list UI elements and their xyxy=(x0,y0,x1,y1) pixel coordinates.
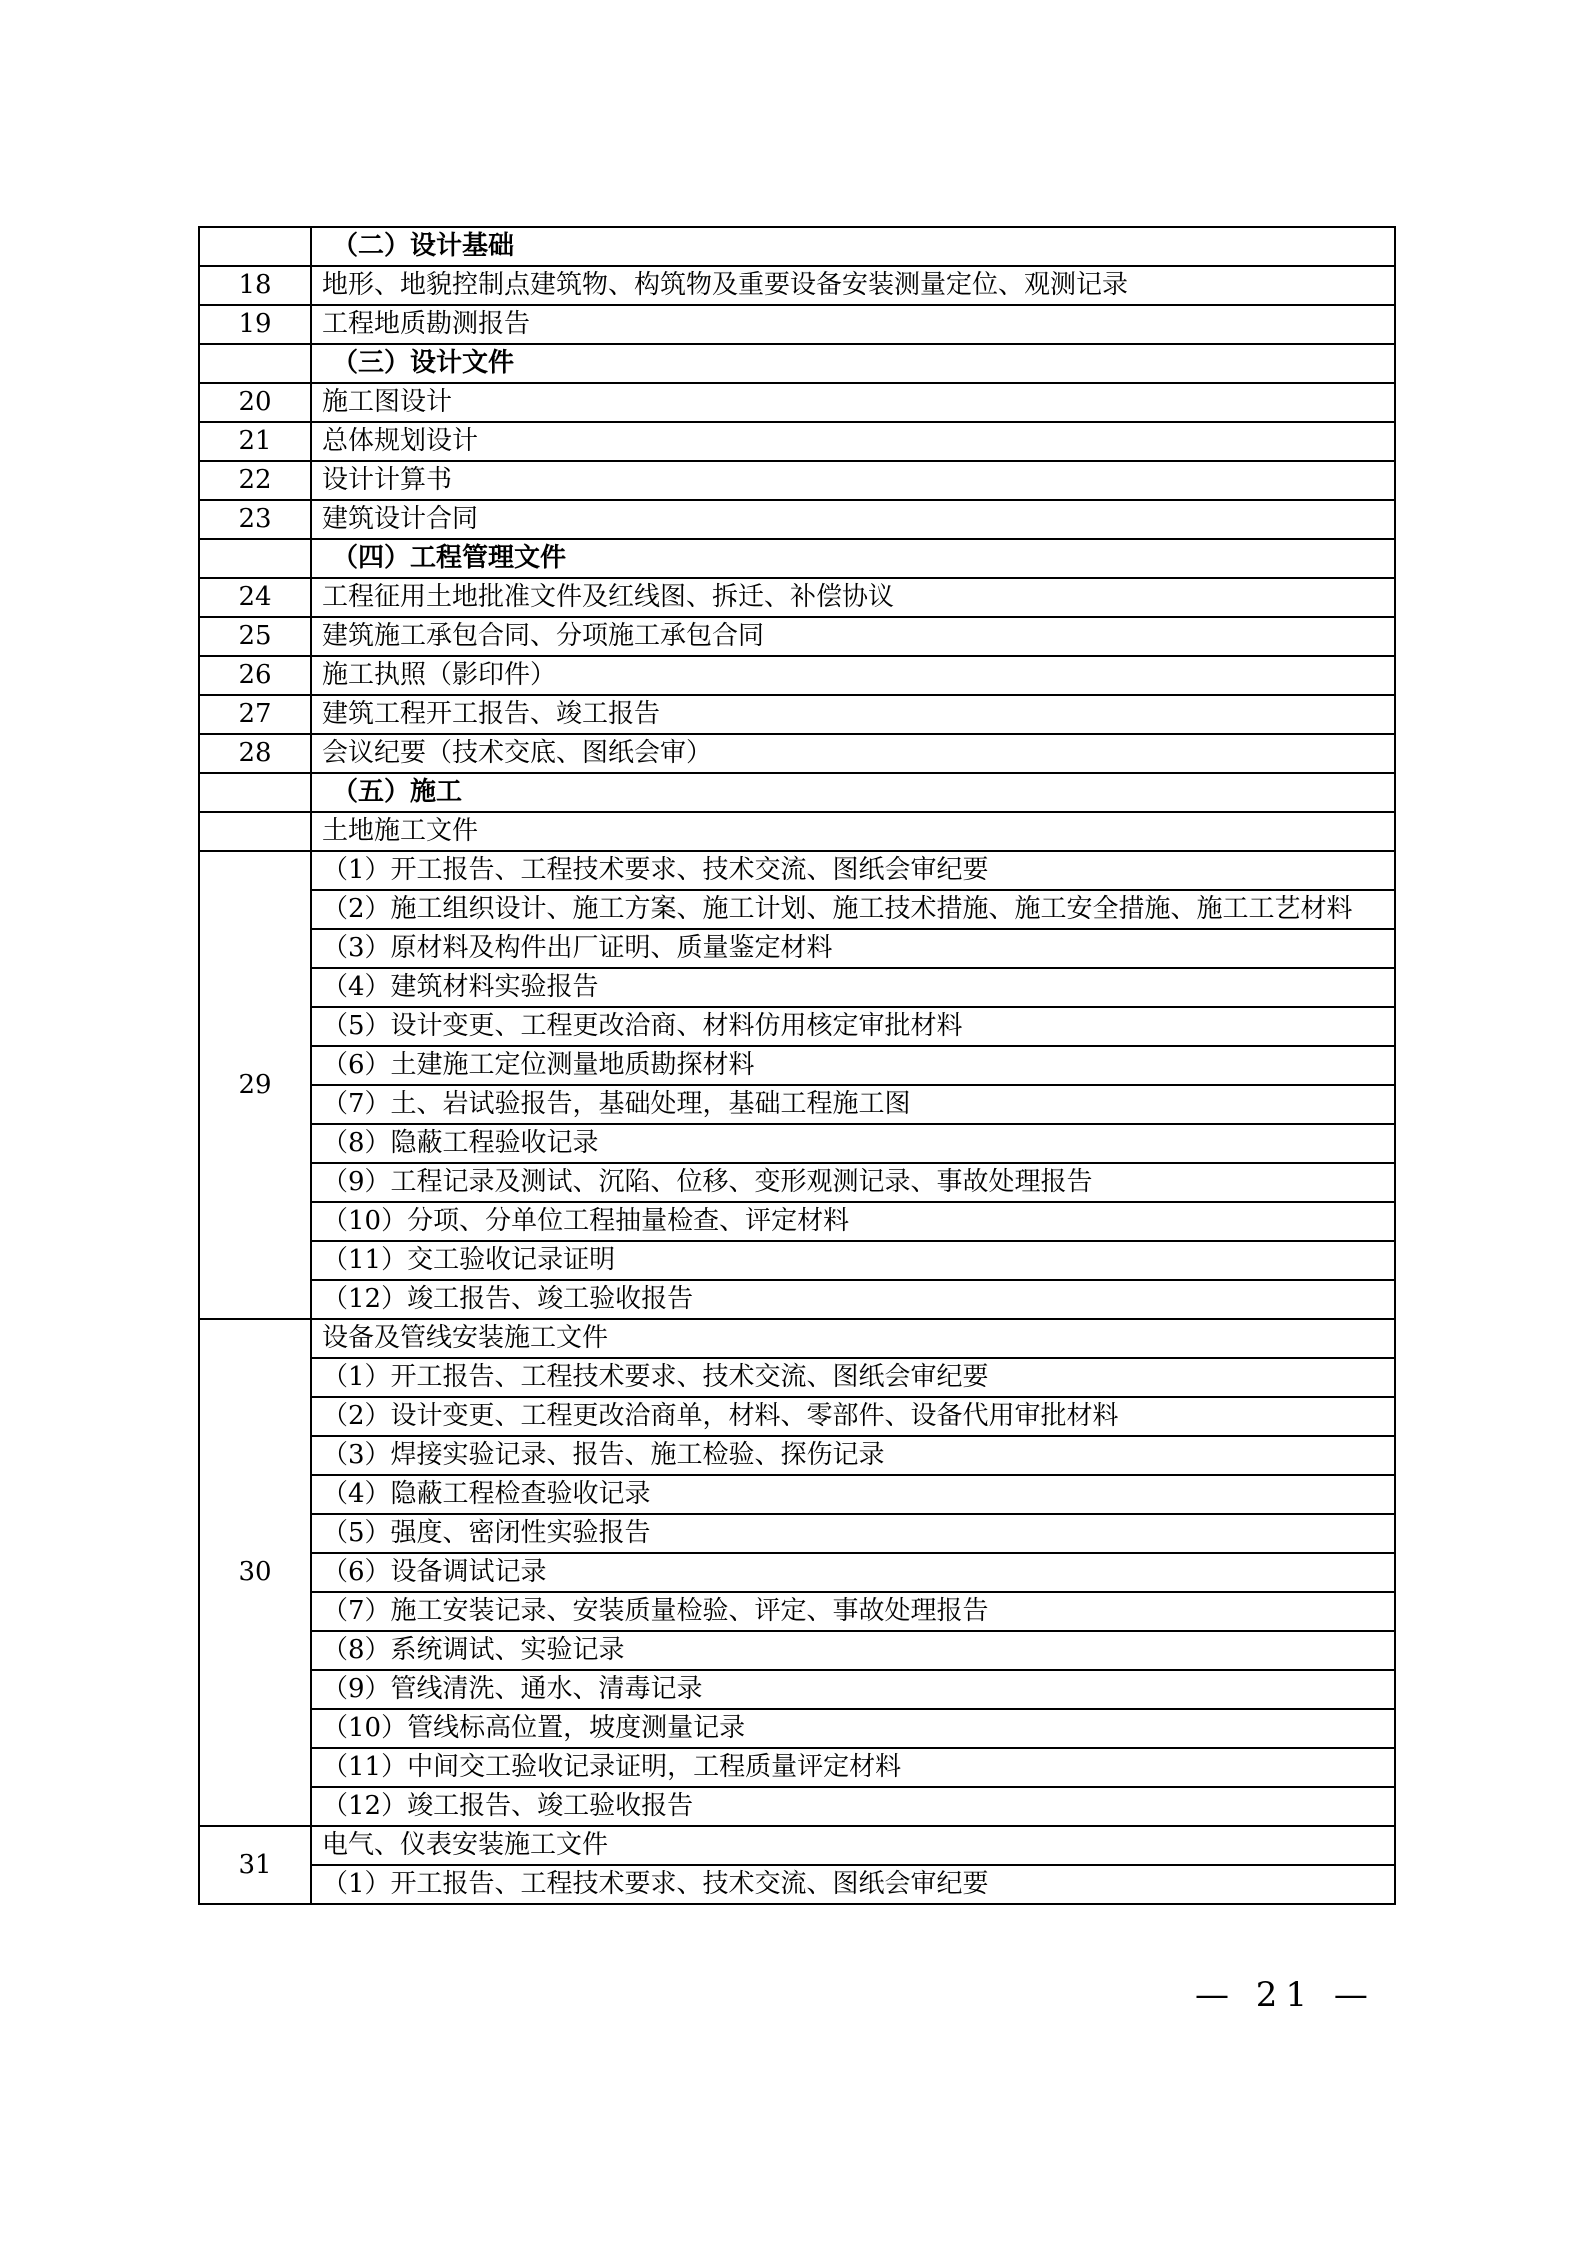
table-row xyxy=(199,1748,1395,1787)
row-text: （10）分项、分单位工程抽量检查、评定材料 xyxy=(311,1202,1395,1241)
row-text: （1）开工报告、工程技术要求、技术交流、图纸会审纪要 xyxy=(311,1865,1395,1904)
row-text: （3）焊接实验记录、报告、施工检验、探伤记录 xyxy=(311,1436,1395,1475)
table-row xyxy=(199,422,1395,461)
row-number xyxy=(199,539,311,578)
row-text: 设备及管线安装施工文件 xyxy=(311,1319,1395,1358)
table-row xyxy=(199,812,1395,851)
section-title: （二）设计基础 xyxy=(311,227,1395,266)
section-row xyxy=(199,773,1395,812)
table-row xyxy=(199,578,1395,617)
section-title: （五）施工 xyxy=(311,773,1395,812)
table-row xyxy=(199,1865,1395,1904)
row-text: 工程征用土地批准文件及红线图、拆迁、补偿协议 xyxy=(311,578,1395,617)
row-number: 18 xyxy=(199,266,311,305)
row-number: 23 xyxy=(199,500,311,539)
document-table xyxy=(198,226,1396,1905)
table-row xyxy=(199,695,1395,734)
row-number: 24 xyxy=(199,578,311,617)
row-text: （1）开工报告、工程技术要求、技术交流、图纸会审纪要 xyxy=(311,851,1395,890)
table-row xyxy=(199,1631,1395,1670)
table-row xyxy=(199,461,1395,500)
row-text: （7）施工安装记录、安装质量检验、评定、事故处理报告 xyxy=(311,1592,1395,1631)
section-row xyxy=(199,344,1395,383)
row-number: 20 xyxy=(199,383,311,422)
table-body xyxy=(199,227,1395,1904)
table-row xyxy=(199,1475,1395,1514)
table-row xyxy=(199,1007,1395,1046)
section-row xyxy=(199,539,1395,578)
table-row xyxy=(199,656,1395,695)
row-number: 28 xyxy=(199,734,311,773)
table-row xyxy=(199,1709,1395,1748)
table-row xyxy=(199,1124,1395,1163)
table-row xyxy=(199,968,1395,1007)
row-text: 设计计算书 xyxy=(311,461,1395,500)
row-number: 22 xyxy=(199,461,311,500)
row-text: （2）设计变更、工程更改洽商单，材料、零部件、设备代用审批材料 xyxy=(311,1397,1395,1436)
row-text: （9）管线清洗、通水、清毒记录 xyxy=(311,1670,1395,1709)
row-text: 施工图设计 xyxy=(311,383,1395,422)
table-row xyxy=(199,1397,1395,1436)
row-text: （8）隐蔽工程验收记录 xyxy=(311,1124,1395,1163)
section-row xyxy=(199,227,1395,266)
row-text: （12）竣工报告、竣工验收报告 xyxy=(311,1787,1395,1826)
table-row xyxy=(199,1436,1395,1475)
table-row xyxy=(199,734,1395,773)
section-title: （四）工程管理文件 xyxy=(311,539,1395,578)
row-text: （10）管线标高位置，坡度测量记录 xyxy=(311,1709,1395,1748)
row-text: （6）土建施工定位测量地质勘探材料 xyxy=(311,1046,1395,1085)
table-row xyxy=(199,929,1395,968)
table-row xyxy=(199,1670,1395,1709)
row-text: （5）强度、密闭性实验报告 xyxy=(311,1514,1395,1553)
row-text: 总体规划设计 xyxy=(311,422,1395,461)
row-number xyxy=(199,812,311,851)
row-text: 建筑施工承包合同、分项施工承包合同 xyxy=(311,617,1395,656)
row-text: （4）建筑材料实验报告 xyxy=(311,968,1395,1007)
row-number: 19 xyxy=(199,305,311,344)
row-text: （5）设计变更、工程更改洽商、材料仿用核定审批材料 xyxy=(311,1007,1395,1046)
row-text: （8）系统调试、实验记录 xyxy=(311,1631,1395,1670)
row-text: （9）工程记录及测试、沉陷、位移、变形观测记录、事故处理报告 xyxy=(311,1163,1395,1202)
row-text: 建筑工程开工报告、竣工报告 xyxy=(311,695,1395,734)
table-row xyxy=(199,890,1395,929)
row-text: 建筑设计合同 xyxy=(311,500,1395,539)
row-text: （6）设备调试记录 xyxy=(311,1553,1395,1592)
row-text: 地形、地貌控制点建筑物、构筑物及重要设备安装测量定位、观测记录 xyxy=(311,266,1395,305)
row-number: 30 xyxy=(199,1319,311,1826)
table-row xyxy=(199,1046,1395,1085)
row-number: 31 xyxy=(199,1826,311,1904)
table-row xyxy=(199,1202,1395,1241)
row-number: 29 xyxy=(199,851,311,1319)
table-row xyxy=(199,1826,1395,1865)
row-text: （1）开工报告、工程技术要求、技术交流、图纸会审纪要 xyxy=(311,1358,1395,1397)
row-number xyxy=(199,227,311,266)
row-text: （4）隐蔽工程检查验收记录 xyxy=(311,1475,1395,1514)
table-row xyxy=(199,1280,1395,1319)
row-text: 土地施工文件 xyxy=(311,812,1395,851)
row-text: （2）施工组织设计、施工方案、施工计划、施工技术措施、施工安全措施、施工工艺材料 xyxy=(311,890,1395,929)
row-text: 会议纪要（技术交底、图纸会审） xyxy=(311,734,1395,773)
table-row xyxy=(199,617,1395,656)
row-text: （7）土、岩试验报告，基础处理，基础工程施工图 xyxy=(311,1085,1395,1124)
page-number: — 21 — xyxy=(1195,1975,1376,2015)
table-row xyxy=(199,1085,1395,1124)
row-number: 26 xyxy=(199,656,311,695)
row-text: （3）原材料及构件出厂证明、质量鉴定材料 xyxy=(311,929,1395,968)
table-row xyxy=(199,1241,1395,1280)
row-number: 27 xyxy=(199,695,311,734)
section-title: （三）设计文件 xyxy=(311,344,1395,383)
table-row xyxy=(199,1787,1395,1826)
table-row xyxy=(199,383,1395,422)
row-text: （12）竣工报告、竣工验收报告 xyxy=(311,1280,1395,1319)
table-row xyxy=(199,851,1395,890)
row-text: 施工执照（影印件） xyxy=(311,656,1395,695)
table-row xyxy=(199,1163,1395,1202)
row-number: 25 xyxy=(199,617,311,656)
table-row xyxy=(199,1358,1395,1397)
row-number xyxy=(199,344,311,383)
row-text: 工程地质勘测报告 xyxy=(311,305,1395,344)
row-text: （11）交工验收记录证明 xyxy=(311,1241,1395,1280)
row-number xyxy=(199,773,311,812)
table-row xyxy=(199,1592,1395,1631)
row-text: 电气、仪表安装施工文件 xyxy=(311,1826,1395,1865)
table-row xyxy=(199,1319,1395,1358)
row-number: 21 xyxy=(199,422,311,461)
table-row xyxy=(199,500,1395,539)
table-row xyxy=(199,305,1395,344)
table-row xyxy=(199,1514,1395,1553)
table-row xyxy=(199,266,1395,305)
row-text: （11）中间交工验收记录证明，工程质量评定材料 xyxy=(311,1748,1395,1787)
table-row xyxy=(199,1553,1395,1592)
